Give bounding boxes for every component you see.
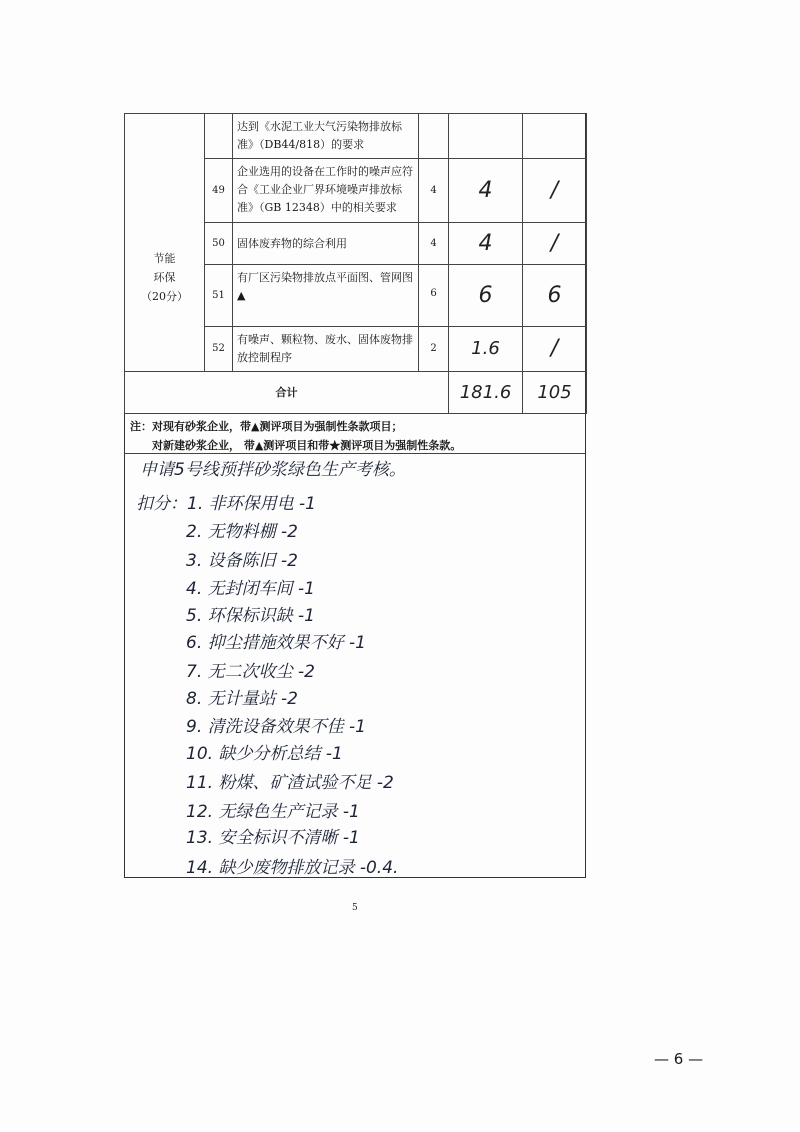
item-number: 51 <box>205 265 233 327</box>
note-line-2: 对新建砂浆企业， 带▲测评项目和带★测评项目为强制性条款。 <box>152 439 462 452</box>
note <box>130 417 461 455</box>
item-score: 6 <box>419 265 449 327</box>
deducted-score: 6 <box>523 265 587 327</box>
item-text: 企业选用的设备在工作时的噪声应符合《工业企业厂界环境噪声排放标准》（GB 12348）中的相关要求 <box>233 159 419 223</box>
handwritten-line: 8. 无计量站 -2 <box>186 689 298 709</box>
handwritten-line: 6. 抑尘措施效果不好 -1 <box>186 633 366 653</box>
item-score: 4 <box>419 159 449 223</box>
total-row <box>125 372 587 414</box>
total-assessed: 181.6 <box>449 372 523 414</box>
handwritten-line: 12. 无绿色生产记录 -1 <box>186 802 360 822</box>
deducted-score: / <box>523 327 587 372</box>
assessed-score <box>449 114 523 159</box>
deducted-score: / <box>523 223 587 265</box>
item-text: 达到《水泥工业大气污染物排放标准》（DB44/818）的要求 <box>233 114 419 159</box>
handwritten-line: 扣分：1. 非环保用电 -1 <box>136 494 316 514</box>
item-number: 52 <box>205 327 233 372</box>
divider <box>124 453 586 454</box>
category-label: 节能 环保 （20分） <box>141 252 188 303</box>
assessed-score: 4 <box>449 223 523 265</box>
handwritten-line: 13. 安全标识不清晰 -1 <box>186 828 360 848</box>
table-row <box>125 114 587 159</box>
handwritten-line: 3. 设备陈旧 -2 <box>186 551 298 571</box>
assessed-score: 1.6 <box>449 327 523 372</box>
handwritten-line: 10. 缺少分析总结 -1 <box>186 744 343 764</box>
item-number: 49 <box>205 159 233 223</box>
assessed-score: 6 <box>449 265 523 327</box>
assessed-score: 4 <box>449 159 523 223</box>
item-score: 2 <box>419 327 449 372</box>
handwritten-line: 14. 缺少废物排放记录 -0.4. <box>186 858 399 878</box>
deducted-score <box>523 114 587 159</box>
item-score: 4 <box>419 223 449 265</box>
item-text: 有厂区污染物排放点平面图、管网图▲ <box>233 265 419 327</box>
handwritten-line: 申请5号线预拌砂浆绿色生产考核。 <box>140 460 406 480</box>
handwritten-line: 5. 环保标识缺 -1 <box>186 606 315 626</box>
item-text: 有噪声、颗粒物、废水、固体废物排放控制程序 <box>233 327 419 372</box>
item-number <box>205 114 233 159</box>
footer-page-number: — 6 — <box>654 1050 704 1068</box>
handwritten-line: 2. 无物料棚 -2 <box>186 522 298 542</box>
deducted-score: / <box>523 159 587 223</box>
category-cell <box>125 114 205 372</box>
total-label: 合计 <box>125 372 449 414</box>
total-deducted: 105 <box>523 372 587 414</box>
handwritten-line: 11. 粉煤、矿渣试验不足 -2 <box>186 773 394 793</box>
handwritten-line: 7. 无二次收尘 -2 <box>186 662 315 682</box>
item-number: 50 <box>205 223 233 265</box>
page-number: 5 <box>352 903 358 913</box>
score-table <box>124 113 587 414</box>
item-score <box>419 114 449 159</box>
handwritten-line: 4. 无封闭车间 -1 <box>186 579 315 599</box>
handwritten-line: 9. 清洗设备效果不佳 -1 <box>186 717 366 737</box>
item-text: 固体废弃物的综合利用 <box>233 223 419 265</box>
note-line-1: 注：对现有砂浆企业，带▲测评项目为强制性条款项目； <box>130 420 403 433</box>
